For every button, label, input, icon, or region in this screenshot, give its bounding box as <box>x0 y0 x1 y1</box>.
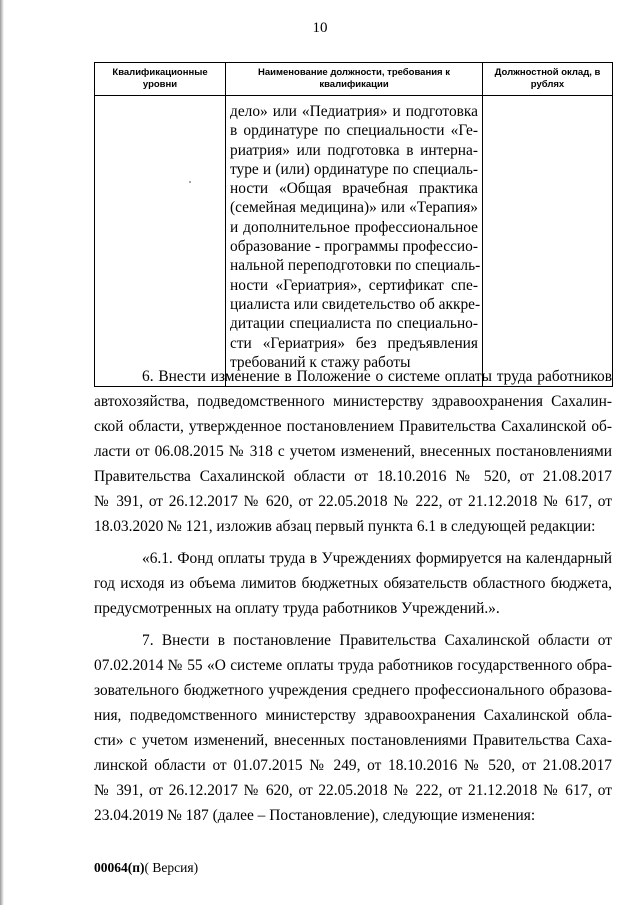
paragraph-line: № 391, от 26.12.2017 № 620, от 22.05.2018 № 222, от 21.12.2018 № 617, от <box>94 782 612 799</box>
cell-text-line: ности «Гериатрия», сертификат спе- <box>230 276 478 294</box>
cell-text-line: циалиста или свидетельство об аккре- <box>230 295 481 313</box>
paragraph-line: год исходя из объема лимитов бюджетных обязательств областного бюджета, <box>94 575 612 592</box>
paragraph-line: ской области, утвержденное постановлением Правительства Сахалинской об- <box>94 418 612 435</box>
header-position-requirements: Наименование должности, требования к квалификации <box>226 63 483 96</box>
cell-text-line: требований к стажу работы <box>230 353 411 371</box>
paragraph-line: Правительства Сахалинской области от 18.10.2016 № 520, от 21.08.2017 <box>94 468 612 485</box>
table-row <box>95 96 613 387</box>
cell-text-line: и дополнительное профессиональное <box>230 218 478 236</box>
document-footer <box>94 860 198 876</box>
scan-speck <box>189 181 191 183</box>
header-qualification-levels: Квалификационные уровни <box>95 63 226 96</box>
paragraph-line: «6.1. Фонд оплаты труда в Учреждениях формируется на календарный <box>142 550 612 567</box>
cell-position-requirements <box>226 96 483 387</box>
paragraph-7 <box>94 628 612 828</box>
scan-edge-shadow <box>0 0 4 905</box>
paragraph-line: 6. Внести изменение в Положение о системе оплаты труда работников <box>142 368 612 385</box>
cell-text-line: дело» или «Педиатрия» и подготовка <box>230 103 478 120</box>
cell-text-line: нальной переподготовки по специаль- <box>230 257 481 275</box>
paragraph-line: автохозяйства, подведомственного министерству здравоохранения Сахалин- <box>94 393 612 410</box>
document-version: ( Версия) <box>144 860 199 875</box>
cell-text-line: туре и (или) ординатуре по специаль- <box>230 160 478 178</box>
paragraph-line: линской области от 01.07.2015 № 249, от 18.10.2016 № 520, от 21.08.2017 <box>94 757 612 774</box>
paragraph-line: 7. Внести в постановление Правительства Сахалинской области от <box>142 632 612 649</box>
paragraph-line: 07.02.2014 № 55 «О системе оплаты труда работников государственного обра- <box>94 657 612 674</box>
document-code: 00064(п) <box>94 860 145 875</box>
cell-text-line: дитации специалиста по специально- <box>230 315 478 333</box>
paragraph-line: предусмотренных на оплату труда работников Учреждений.». <box>94 600 500 617</box>
paragraph-line: № 391, от 26.12.2017 № 620, от 22.05.2018 № 222, от 21.12.2018 № 617, от <box>94 493 612 510</box>
cell-text-line: ности «Общая врачебная практика <box>230 180 478 198</box>
cell-text-line: (семейная медицина)» или «Терапия» <box>230 199 478 217</box>
header-salary: Должностной оклад, в рублях <box>483 63 613 96</box>
cell-qualification-level <box>95 96 226 387</box>
paragraph-line: 23.04.2019 № 187 (далее – Постановление), следующие изменения: <box>94 807 536 824</box>
paragraph-6-quote <box>94 546 612 621</box>
cell-text-line: риатрия» или подготовка в интерна- <box>230 141 478 159</box>
cell-text-line: в ординатуре по специальности «Ге- <box>230 122 478 140</box>
cell-text-line: сти «Гериатрия» без предъявления <box>230 334 478 352</box>
paragraph-line: ния, подведомственного министерству здравоохранения Сахалинской обла- <box>94 707 612 724</box>
paragraph-line: сти» с учетом изменений, внесенных постановлениями Правительства Саха- <box>94 732 612 749</box>
paragraph-line: зовательного бюджетного учреждения среднего профессионального образова- <box>94 682 612 699</box>
paragraph-line: 18.03.2020 № 121, изложив абзац первый пункта 6.1 в следующей редакции: <box>94 518 596 535</box>
page-number: 10 <box>312 20 328 36</box>
paragraph-6 <box>94 364 612 539</box>
qualification-table <box>94 62 613 387</box>
cell-salary <box>483 96 613 387</box>
paragraph-line: ласти от 06.08.2015 № 318 с учетом изменений, внесенных постановлениями <box>94 443 612 460</box>
cell-text-line: образование - программы профессио- <box>230 238 478 256</box>
table-header-row <box>95 63 613 96</box>
